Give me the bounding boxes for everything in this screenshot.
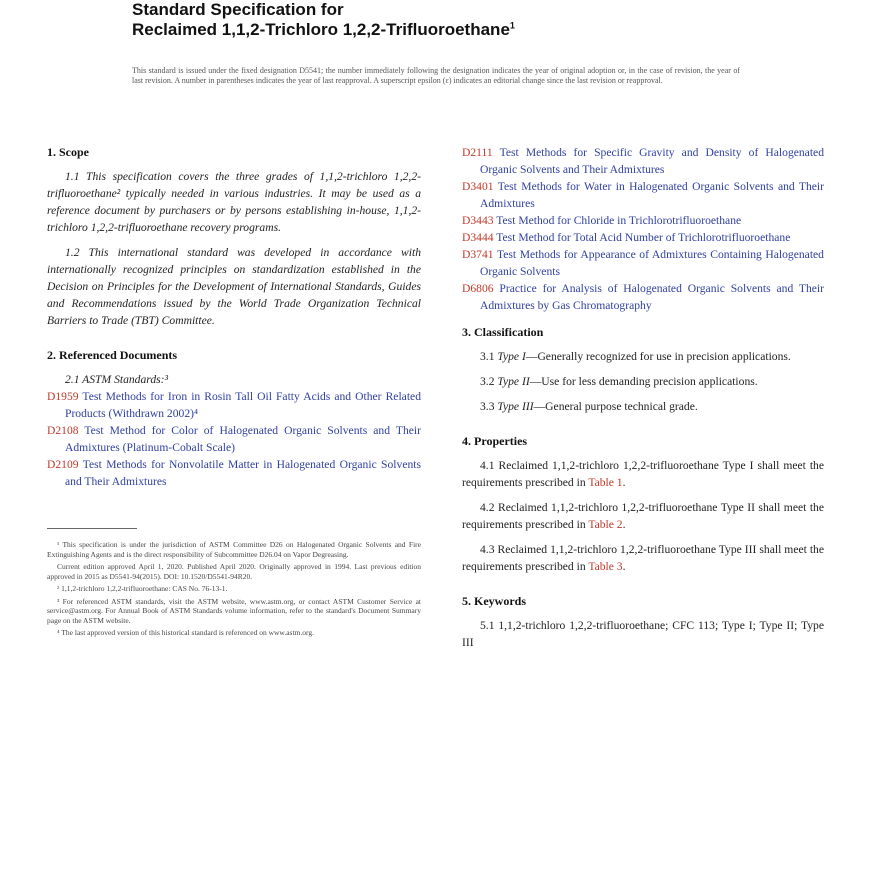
keywords-text: 5.1 1,1,2-trichloro 1,2,2-trifluoroethane; CFC 113; Type I; Type II; Type III	[462, 619, 824, 649]
reference-item[interactable]	[47, 422, 421, 456]
section-properties-heading: 4. Properties	[462, 434, 528, 448]
footnote: ² 1,1,2-trichloro 1,2,2-trifluoroethane: CAS No. 76-13-1.	[57, 584, 228, 593]
properties-item: 4.3 Reclaimed 1,1,2-trichloro 1,2,2-trifluoroethane Type III shall meet the requirements prescribed in Table 3.	[462, 543, 824, 573]
left-column	[47, 144, 421, 490]
table-link[interactable]: Table 1	[588, 476, 623, 489]
table-link[interactable]: Table 2	[588, 518, 623, 531]
reference-item[interactable]	[47, 388, 421, 422]
reference-code[interactable]: D2108	[47, 424, 79, 437]
reference-title[interactable]: Test Methods for Appearance of Admixtures Containing Halogenated Organic Solvents	[480, 248, 824, 278]
reference-item[interactable]	[462, 229, 824, 246]
reference-code[interactable]: D3401	[462, 180, 494, 193]
reference-item[interactable]	[462, 280, 824, 314]
reference-code[interactable]: D6806	[462, 282, 494, 295]
footnote: ³ For referenced ASTM standards, visit the ASTM website, www.astm.org, or contact ASTM Customer Service at service@astm.org. For Annual Book of ASTM Standards volume information, refer to the standard's Document Summary page on the ASTM website.	[47, 596, 421, 625]
reference-title[interactable]: Practice for Analysis of Halogenated Organic Solvents and Their Admixtures by Gas Chromatography	[480, 282, 824, 312]
table-link[interactable]: Table 3	[588, 560, 623, 573]
classification-item: 3.1 Type I—Generally recognized for use in precision applications.	[480, 350, 791, 363]
reference-code[interactable]: D1959	[47, 390, 79, 403]
reference-title[interactable]: Test Methods for Iron in Rosin Tall Oil Fatty Acids and Other Related Products (Withdrawn 2002)⁴	[65, 390, 421, 420]
section-referenced-heading: 2. Referenced Documents	[47, 348, 178, 362]
reference-title[interactable]: Test Methods for Nonvolatile Matter in Halogenated Organic Solvents and Their Admixtures	[65, 458, 421, 488]
classification-item: 3.3 Type III—General purpose technical grade.	[480, 400, 698, 413]
scope-paragraph-2: 1.2 This international standard was developed in accordance with internationally recognized principles on standardization established in the Decision on Principles for the Development of International Standards, Guides and Recommendations issued by the World Trade Organization Technical Barriers to Trade (TBT) Committee.	[47, 246, 421, 327]
classification-item: 3.2 Type II—Use for less demanding precision applications.	[480, 375, 758, 388]
title-line-1: Standard Specification for	[132, 0, 344, 19]
reference-item[interactable]	[462, 178, 824, 212]
reference-title[interactable]: Test Method for Color of Halogenated Organic Solvents and Their Admixtures (Platinum-Cobalt Scale)	[65, 424, 421, 454]
reference-item[interactable]	[462, 212, 824, 229]
reference-code[interactable]: D3741	[462, 248, 494, 261]
reference-code[interactable]: D3443	[462, 214, 494, 227]
title-line-2: Reclaimed 1,1,2-Trichloro 1,2,2-Trifluoroethane$^1$	[132, 20, 515, 39]
footnote: ⁴ The last approved version of this historical standard is referenced on www.astm.org.	[57, 628, 314, 637]
right-column	[462, 144, 824, 659]
section-scope-heading: 1. Scope	[47, 145, 89, 159]
reference-item[interactable]	[47, 456, 421, 490]
reference-item[interactable]	[462, 246, 824, 280]
reference-item[interactable]	[462, 144, 824, 178]
reference-code[interactable]: D2111	[462, 146, 493, 159]
issuance-notice: This standard is issued under the fixed designation D5541; the number immediately following the designation indicates the year of original adoption or, in the case of revision, the year of last revision. A number in parentheses indicates the year of last reapproval. A superscript epsilon (ε) indicates an editorial change since the last revision or reapproval.	[132, 66, 740, 85]
footnote: ¹ This specification is under the jurisdiction of ASTM Committee D26 on Halogenated Organic Solvents and Fire Extinguishing Agents and is the direct responsibility of Subcommittee D26.04 on Vapor Degreasing.	[47, 540, 421, 559]
astm-standards-intro: 2.1 ASTM Standards:³	[65, 373, 168, 386]
footnotes	[47, 540, 421, 641]
section-keywords-heading: 5. Keywords	[462, 594, 526, 608]
section-classification-heading: 3. Classification	[462, 325, 544, 339]
reference-title[interactable]: Test Methods for Water in Halogenated Organic Solvents and Their Admixtures	[480, 180, 824, 210]
reference-code[interactable]: D2109	[47, 458, 79, 471]
reference-title[interactable]: Test Method for Chloride in Trichlorotrifluoroethane	[496, 214, 742, 227]
properties-item: 4.2 Reclaimed 1,1,2-trichloro 1,2,2-trifluoroethane Type II shall meet the requirements prescribed in Table 2.	[462, 501, 824, 531]
footnote: Current edition approved April 1, 2020. Published April 2020. Originally approved in 1994. Last previous edition approved in 2015 as D5541-94(2015). DOI: 10.1520/D5541-94R20.	[47, 562, 421, 581]
reference-title[interactable]: Test Method for Total Acid Number of Trichlorotrifluoroethane	[496, 231, 791, 244]
reference-title[interactable]: Test Methods for Specific Gravity and Density of Halogenated Organic Solvents and Their Admixtures	[480, 146, 824, 176]
reference-code[interactable]: D3444	[462, 231, 494, 244]
properties-item: 4.1 Reclaimed 1,1,2-trichloro 1,2,2-trifluoroethane Type I shall meet the requirements prescribed in Table 1.	[462, 459, 824, 489]
footnote-divider	[47, 528, 137, 529]
scope-paragraph-1: 1.1 This specification covers the three grades of 1,1,2-trichloro 1,2,2-trifluoroethane² typically needed in various industries. It may be used as a reference document by purchasers or by persons establishing in-house, 1,1,2-trichloro 1,2,2-trifluoroethane recovery programs.	[47, 170, 421, 234]
